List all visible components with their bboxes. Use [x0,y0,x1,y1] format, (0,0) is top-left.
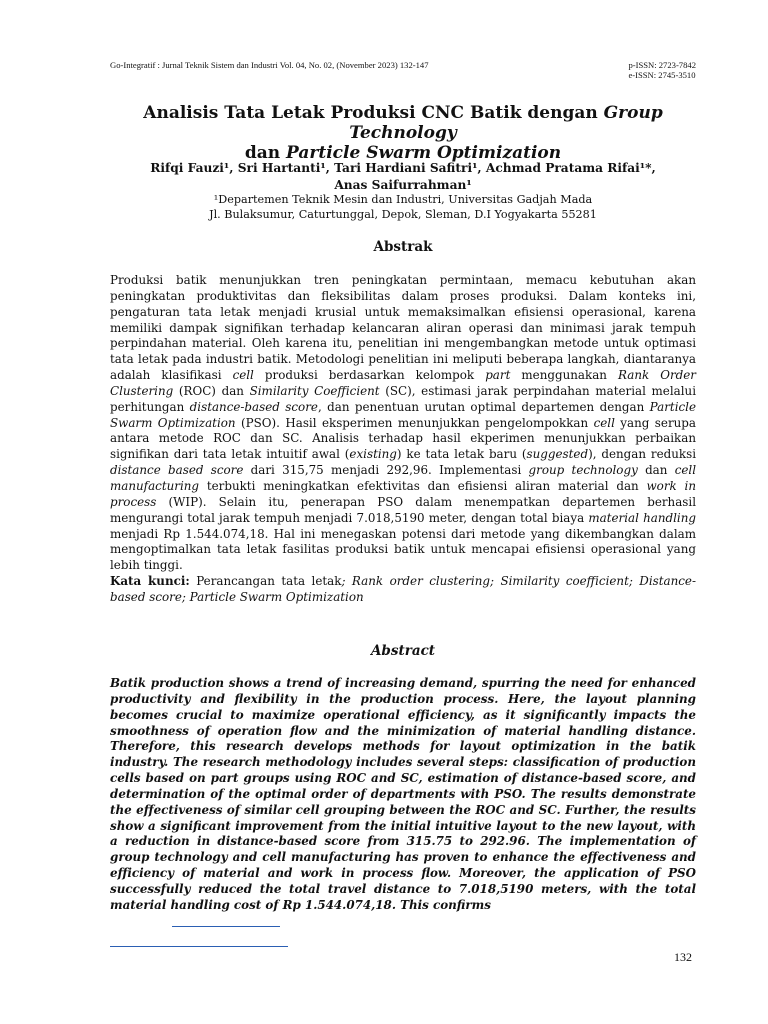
title-part-3: dan [244,143,287,163]
abstrak-italic: cell [232,368,254,383]
abstract-body: Batik production shows a trend of increasing demand, spurring the need for enhanced productivity and flexibility in the production process. Here, the layout planning becomes crucial to maximize operational efficiency, as it significantly impacts the smoothness of operation flow and the minimization of material handling distance. Therefore, this research develops methods for layout optimization in the batik industry. The research methodology includes several steps: classification of production cells based on part groups using ROC and SC, estimation of distance-based score, and determination of the optimal order of departments with PSO. The results demonstrate the effectiveness of similar cell grouping between the ROC and SC. Further, the results show a significant improvement from the initial intuitive layout to the new layout, with a reduction in distance-based score from 315.75 to 292.96. The implementation of group technology and cell manufacturing has proven to enhance the effectiveness and efficiency of material and work in process flow. Moreover, the application of PSO successfully reduced the total travel distance to 7.018,5190 meters, with the total material handling cost of Rp 1.544.074,18. This confirms [110,676,696,912]
abstrak-text: menggunakan [510,368,618,383]
abstrak-heading: Abstrak [373,239,433,255]
abstrak-italic: part [485,368,511,383]
abstrak-italic: distance based score [110,463,244,478]
author-list [110,160,696,194]
pissn: p-ISSN: 2723-7842 [628,60,696,70]
abstrak-text: dan [637,463,675,478]
abstrak-italic: distance-based score [189,399,318,414]
abstrak-text: (SC), estimasi jarak perpindahan material melalui perhitungan [110,383,697,414]
abstrak-italic: Rank Order Clustering [110,368,696,398]
abstrak-text: produksi berdasarkan kelompok [253,368,486,383]
affiliation-line-2: Jl. Bulaksumur, Caturtunggal, Depok, Sleman, D.I Yogyakarta 55281 [209,208,597,221]
keywords [110,574,696,606]
title-part-1: Analisis Tata Letak Produksi CNC Batik dengan [143,103,604,123]
abstrak-text: terbukti meningkatkan efektivitas dan efisiensi aliran material dan [199,478,647,493]
issn-block [628,60,696,80]
footnote-rule [110,946,288,947]
abstrak-italic: group technology [528,463,638,478]
keywords-label: Kata kunci: [110,574,190,589]
abstrak-text: ), dengan reduksi [588,447,696,462]
abstract-heading: Abstract [370,643,436,659]
authors-line-2: Anas Saifurrahman¹ [334,178,472,192]
abstrak-text: (PSO). Hasil eksperimen menunjukkan pengelompokkan [235,415,594,430]
keywords-text-1: Perancangan tata letak [189,574,342,589]
title-part-4: Particle Swarm Optimization [286,143,562,163]
abstrak-italic: existing [349,447,397,462]
abstrak-body [110,273,696,606]
running-header-journal: Go-Integratif : Jurnal Teknik Sistem dan Industri Vol. 04, No. 02, (November 2023) 132-147 [110,60,429,70]
abstrak-italic: cell manufacturing [110,463,697,493]
abstrak-text: ) ke tata letak baru ( [396,447,527,462]
abstrak-italic: cell [593,415,615,430]
abstrak-italic: work in process [110,478,696,509]
abstrak-text: Produksi batik menunjukkan tren peningkatan permintaan, memacu kebutuhan akan peningkatan produktivitas dan fleksibilitas dalam proses produksi. Dalam konteks ini, pengaturan tata letak menjadi krusial untuk memaksimalkan efisiensi operasional, karena memiliki dampak signifikan terhadap kelancaran aliran operasi dan minimasi jarak tempuh perpindahan material. Oleh karena itu, penelitian ini mengembangkan metode untuk optimasi tata letak pada industri batik. Metodologi penelitian ini meliputi beberapa langkah, diantaranya adalah klasifikasi [110,273,696,383]
title-part-2: Group Technology [349,103,663,143]
authors-line-1: Rifqi Fauzi¹, Sri Hartanti¹, Tari Hardiani Safitri¹, Achmad Pratama Rifai¹*, [150,161,656,175]
affiliation [110,192,696,222]
keywords-text-2: ; Rank order clustering; Similarity coefficient; Distance-based score; Particle Swarm Optimization [110,574,696,604]
abstrak-text: dari 315,75 menjadi 292,96. Implementasi [243,463,529,478]
abstrak-italic: suggested [526,447,589,462]
abstrak-italic: material handling [588,510,697,525]
eissn: e-ISSN: 2745-3510 [628,70,696,80]
affiliation-line-1: ¹Departemen Teknik Mesin dan Industri, Universitas Gadjah Mada [213,193,593,206]
abstrak-text: yang serupa antara metode ROC dan SC. Analisis terhadap hasil ekperimen menunjukkan perbaikan signifikan dari tata letak intuitif awal ( [110,415,696,462]
page-number: 132 [674,950,692,964]
abstrak-text: (ROC) dan [173,383,250,398]
abstrak-italic: Similarity Coefficient [249,383,380,398]
abstrak-text: (WIP). Selain itu, penerapan PSO dalam menempatkan departemen berhasil mengurangi total jarak tempuh menjadi 7.018,5190 meter, dengan total biaya [110,494,696,525]
paper-title [110,103,696,163]
abstrak-text: menjadi Rp 1.544.074,18. Hal ini menegaskan potensi dari metode yang dikembangkan dalam mengoptimalkan tata letak fasilitas produksi batik untuk mencapai efisiensi operasional yang lebih tinggi. [110,526,696,573]
abstrak-italic: Particle Swarm Optimization [110,399,696,430]
abstrak-text: , dan penentuan urutan optimal departemen dengan [317,399,650,414]
footnote-rule [172,926,280,927]
